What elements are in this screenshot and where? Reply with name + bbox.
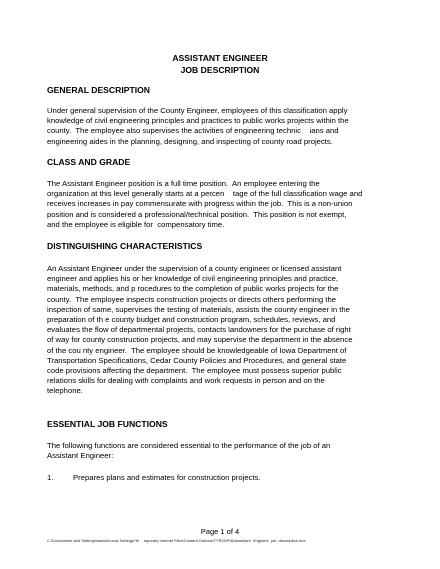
section-paragraph-general-description bbox=[47, 106, 392, 147]
section-heading-class-and-grade: CLASS AND GRADE bbox=[47, 157, 131, 167]
list-item bbox=[47, 473, 261, 483]
paragraph-line: engineering aides in the planning, designing, and inspecting of county road projects. bbox=[47, 136, 333, 146]
paragraph-line: preparation of th e county budget and construction program, schedules, reviews, and bbox=[47, 315, 336, 325]
paragraph-line: engineer and applies his or her knowledge of civil engineering principles and practice, bbox=[47, 274, 339, 284]
paragraph-line: position and is considered a professional/technical position. This position is not exempt, bbox=[47, 209, 347, 219]
document-title-line-1: ASSISTANT ENGINEER bbox=[172, 53, 268, 63]
paragraph-line: evaluates the flow of departmental projects, contacts landowners for the purchase of right bbox=[47, 325, 351, 335]
paragraph-line: of way for county construction projects, and may supervise the department in the absence bbox=[47, 335, 353, 345]
page-number: Page 1 of 4 bbox=[200, 527, 240, 536]
list-item-text: Prepares plans and estimates for construction projects. bbox=[73, 473, 261, 482]
paragraph-line: organization at this level generally starts at a percen tage of the full classification wage and bbox=[47, 189, 363, 199]
paragraph-line: Assistant Engineer: bbox=[47, 451, 114, 461]
paragraph-line: Under general supervision of the County Engineer, employees of this classification apply bbox=[47, 106, 348, 115]
paragraph-line: telephone. bbox=[47, 386, 83, 396]
paragraph-line: receives increases in pay commensurate with progress within the job. This is a non-union bbox=[47, 199, 353, 209]
paragraph-line: county. The employee also supervises the activities of engineering technic ians and bbox=[47, 126, 339, 136]
section-paragraph-class-and-grade bbox=[47, 179, 392, 230]
paragraph-line: The Assistant Engineer position is a full time position. An employee entering the bbox=[47, 179, 320, 188]
list-item-number: 1. bbox=[47, 473, 54, 482]
section-paragraph-distinguishing-characteristics bbox=[47, 264, 392, 397]
section-heading-general-description: GENERAL DESCRIPTION bbox=[47, 85, 150, 95]
paragraph-line: county. The employee inspects construction projects or directs others performing the bbox=[47, 294, 336, 304]
paragraph-line: The following functions are considered essential to the performance of the job of an bbox=[47, 441, 331, 450]
paragraph-line: knowledge of civil engineering principles and practices to public works projects within the bbox=[47, 116, 349, 126]
paragraph-line: inspection of same, supervises the testing of materials, assists the county engineer in the bbox=[47, 304, 350, 314]
section-heading-essential-job-functions: ESSENTIAL JOB FUNCTIONS bbox=[47, 419, 168, 429]
document-title-line-2: JOB DESCRIPTION bbox=[180, 65, 260, 75]
paragraph-line: relations skills for dealing with complaints and work requests in person and on the bbox=[47, 376, 325, 386]
footer-file-path: C:\Documents and Settings\sarahi\Local Settings\Te mporary Internet Files\Content.Outlook\7YR2GPIA\Assistant Engineer job description.doc bbox=[47, 538, 306, 543]
paragraph-line: An Assistant Engineer under the supervision of a county engineer or licensed assistant bbox=[47, 264, 342, 273]
paragraph-line: and the employee is eligible for compensatory time. bbox=[47, 219, 225, 229]
section-paragraph-essential-job-functions bbox=[47, 441, 392, 461]
paragraph-line: of the cou nty engineer. The employee should be knowledgeable of Iowa Department of bbox=[47, 345, 347, 355]
paragraph-line: Transportation Specifications, Cedar County Policies and Procedures, and general state bbox=[47, 355, 347, 365]
section-heading-distinguishing-characteristics: DISTINGUISHING CHARACTERISTICS bbox=[47, 241, 203, 251]
paragraph-line: code provisions affecting the department. The employee must possess superior public bbox=[47, 366, 342, 376]
paragraph-line: materials, methods, and p rocedures to the completion of public works projects for the bbox=[47, 284, 339, 294]
